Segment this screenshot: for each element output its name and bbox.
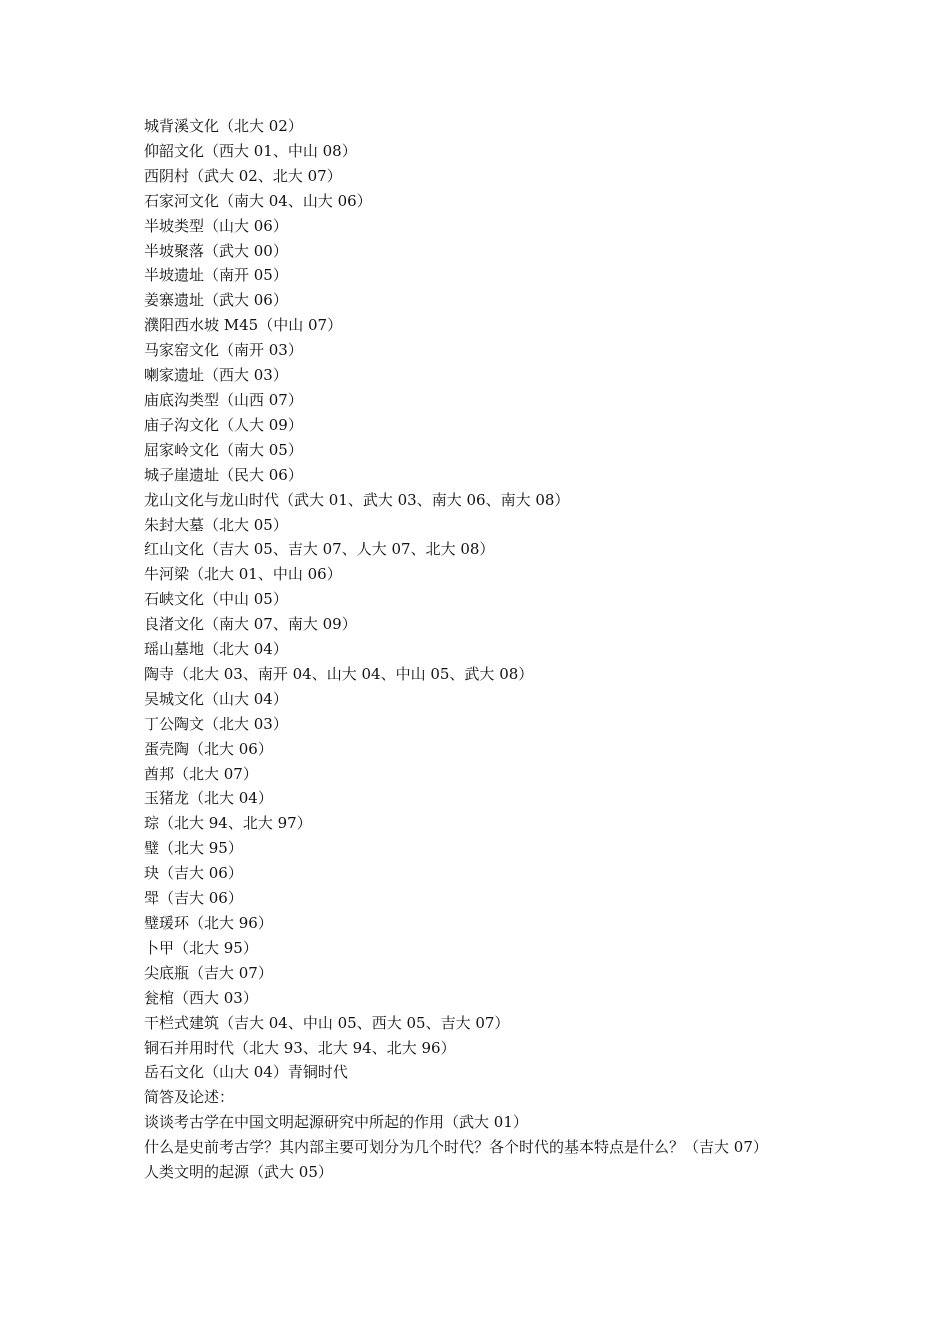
text-line: 龙山文化与龙山时代（武大 01、武大 03、南大 06、南大 08） — [144, 490, 570, 509]
text-line: 喇家遗址（西大 03） — [144, 366, 288, 385]
text-line: 半坡遗址（南开 05） — [144, 266, 288, 285]
text-line: 铜石并用时代（北大 93、北大 94、北大 96） — [144, 1038, 456, 1057]
text-line: 良渚文化（南大 07、南大 09） — [144, 615, 357, 634]
question-line: 人类文明的起源（武大 05） — [144, 1163, 333, 1182]
section-heading: 简答及论述： — [144, 1088, 235, 1107]
text-line: 城背溪文化（北大 02） — [144, 117, 303, 135]
text-line: 岳石文化（山大 04）青铜时代 — [144, 1063, 348, 1082]
text-line: 庙子沟文化（人大 09） — [144, 415, 303, 434]
text-line: 石家河文化（南大 04、山大 06） — [144, 191, 372, 210]
question-line: 什么是史前考古学？其内部主要可划分为几个时代？各个时代的基本特点是什么？（吉大 07） — [144, 1138, 768, 1157]
text-line: 马家窑文化（南开 03） — [144, 341, 303, 360]
text-line: 斝（吉大 06） — [144, 889, 243, 908]
text-line: 陶寺（北大 03、南开 04、山大 04、中山 05、武大 08） — [144, 664, 534, 683]
text-line: 濮阳西水坡 M45（中山 07） — [144, 316, 343, 335]
text-line: 半坡聚落（武大 00） — [144, 241, 288, 260]
text-line: 丁公陶文（北大 03） — [144, 714, 288, 733]
text-line: 玉猪龙（北大 04） — [144, 789, 273, 808]
text-line: 半坡类型（山大 06） — [144, 216, 288, 235]
text-line: 卜甲（北大 95） — [144, 938, 258, 957]
text-line: 庙底沟类型（山西 07） — [144, 390, 303, 409]
document-body — [144, 114, 814, 1185]
text-line: 姜寨遗址（武大 06） — [144, 291, 288, 310]
text-line: 吴城文化（山大 04） — [144, 689, 288, 708]
text-line: 西阴村（武大 02、北大 07） — [144, 166, 342, 185]
text-line: 玦（吉大 06） — [144, 864, 243, 883]
text-line: 屈家岭文化（南大 05） — [144, 440, 303, 459]
text-line: 璧瑗环（北大 96） — [144, 914, 273, 932]
text-line: 干栏式建筑（吉大 04、中山 05、西大 05、吉大 07） — [144, 1013, 510, 1032]
text-line: 酋邦（北大 07） — [144, 764, 258, 783]
text-line: 瑶山墓地（北大 04） — [144, 640, 288, 659]
text-line: 尖底瓶（吉大 07） — [144, 963, 273, 982]
text-line: 仰韶文化（西大 01、中山 08） — [144, 141, 357, 160]
text-line: 琮（北大 94、北大 97） — [144, 814, 312, 833]
text-line: 蛋壳陶（北大 06） — [144, 739, 273, 758]
question-line: 谈谈考古学在中国文明起源研究中所起的作用（武大 01） — [144, 1113, 528, 1132]
text-line: 石峡文化（中山 05） — [144, 590, 288, 609]
text-line: 瓮棺（西大 03） — [144, 988, 258, 1007]
text-line: 城子崖遗址（民大 06） — [144, 465, 303, 484]
text-line: 红山文化（吉大 05、吉大 07、人大 07、北大 08） — [144, 540, 495, 559]
text-line: 牛河梁（北大 01、中山 06） — [144, 565, 342, 584]
text-line: 璧（北大 95） — [144, 839, 243, 858]
text-line: 朱封大墓（北大 05） — [144, 515, 288, 534]
